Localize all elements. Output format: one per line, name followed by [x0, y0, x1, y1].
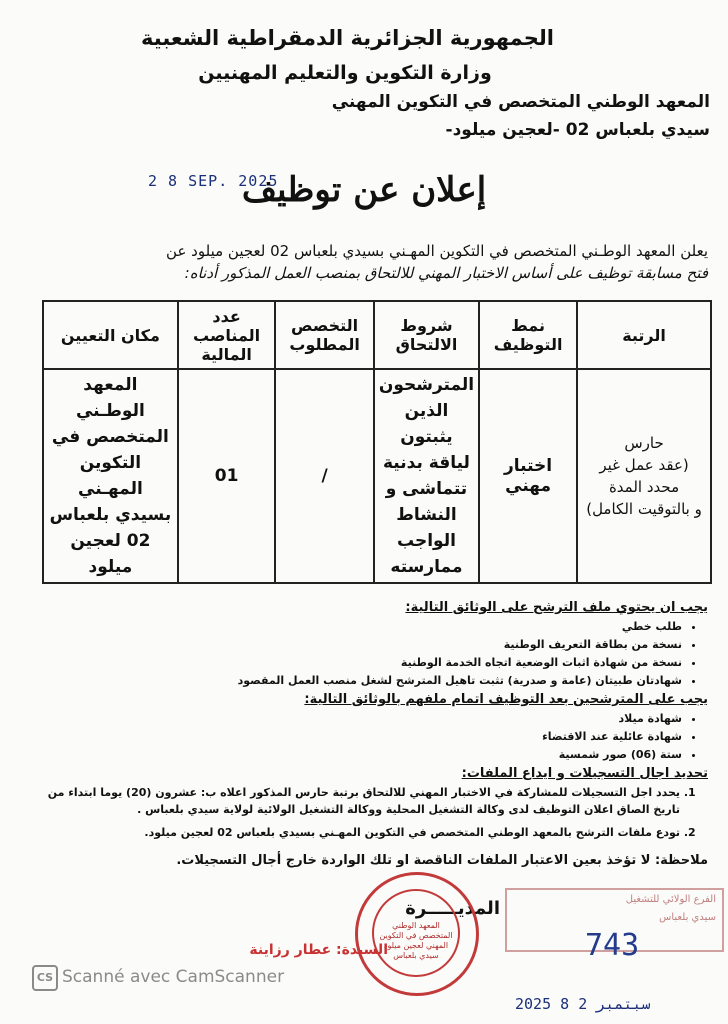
docs-list	[238, 618, 708, 690]
bottom-date-stamp: 2025 سبتمبر 2 8	[515, 995, 651, 1013]
list-item: • طلب خطي	[238, 618, 682, 636]
specialty-cell: /	[275, 369, 373, 583]
col-mode-header: نمط التوظيف	[479, 301, 577, 369]
col-conditions-header: شروط الالتحاق	[374, 301, 479, 369]
col-grade-header: الرتبة	[577, 301, 711, 369]
agency-stamp-line-1: الفرع الولائي للتشغيل	[625, 894, 716, 905]
list-item: 2. تودع ملفات الترشح بالمعهد الوطني المتخصص في التكوين المهـني بسيدي بلعباس 02 لعجين ميلود.	[30, 824, 680, 841]
signature-title: المديـــــرة	[405, 898, 500, 919]
ministry-heading: وزارة التكوين والتعليم المهنيين	[198, 62, 492, 84]
positions-cell: 01	[178, 369, 276, 583]
after-hiring-heading: يجب على المترشحين بعد التوظيف اتمام ملفهم بالوثائق التالية:	[304, 692, 708, 707]
grade-cell	[577, 369, 711, 583]
intro-line-1: يعلن المعهد الوطـني المتخصص في التكوين المهـني بسيدي بلعباس 02 لعجين ميلود عن	[166, 242, 708, 260]
grade-detail-2: محدد المدة	[608, 478, 680, 496]
location-cell: المعهد الوطـني المتخصص في التكوين المهـني بسيدي بلعباس 02 لعجين ميلود	[43, 369, 178, 583]
conditions-cell: المترشحون الذين يثبتون لياقة بدنية تتماشى و النشاط الواجب ممارسته	[374, 369, 479, 583]
director-name: السيدة: عطار رزاينة	[249, 942, 388, 958]
intro-line-2: فتح مسابقة توظيف على أساس الاختبار المهني للالتحاق بمنصب العمل المذكور أدناه:	[184, 264, 708, 282]
list-item: • نسخة من شهادة اثبات الوضعية اتجاه الخدمة الوطنية	[238, 654, 682, 672]
after-hiring-list	[542, 710, 708, 764]
received-date-stamp: 2 8 SEP. 2025	[148, 172, 279, 190]
official-seal	[355, 872, 479, 996]
announcement-title: إعلان عن توظيف	[241, 170, 487, 210]
deadline-heading: تحديد اجال التسجيلات و ايداع الملفات:	[461, 766, 708, 781]
table-header-row	[43, 301, 711, 369]
list-item: • شهادة ميلاد	[542, 710, 682, 728]
list-item: • شهادتان طبيتان (عامة و صدرية) تثبت تاهيل المترشح لشغل منصب العمل المقصود	[238, 672, 682, 690]
docs-heading: يجب ان يحتوي ملف الترشح على الوثائق التالية:	[405, 600, 708, 615]
institute-location: سيدي بلعباس 02 -لعجين ميلود-	[445, 120, 710, 140]
official-seal-inner	[372, 889, 460, 977]
col-positions-header: عدد المناصب المالية	[178, 301, 276, 369]
col-location-header: مكان التعيين	[43, 301, 178, 369]
republic-heading: الجمهورية الجزائرية الدمقراطية الشعبية	[141, 26, 554, 50]
list-item: • ستة (06) صور شمسية	[542, 746, 682, 764]
table-row	[43, 369, 711, 583]
list-item: 1. يحدد اجل التسجيلات للمشاركة في الاختبار المهني للالتحاق برتبة حارس المذكور اعلاه ب: عشرون (20) يوما ابتداء من تاريخ الصاق اعلان التوظيف لدى وكالة التشغيل المحلية ووكالة التشغيل الولائية لولاية سيدي بلعباس .	[30, 784, 680, 818]
camscanner-logo-icon: CS	[32, 965, 58, 991]
mode-cell: اختبار مهني	[479, 369, 577, 583]
official-seal-text: المعهد الوطني المتخصص في التكوين المهني لعجين ميلود سيدي بلعباس	[379, 921, 453, 960]
list-item: • نسخة من بطاقة التعريف الوطنية	[238, 636, 682, 654]
registration-number: 743	[585, 928, 640, 963]
job-offer-table	[42, 300, 712, 584]
scanner-watermark: Scanné avec CamScanner	[62, 967, 285, 987]
agency-stamp-line-2: سيدي بلعباس	[659, 912, 716, 923]
institute-name: المعهد الوطني المتخصص في التكوين المهني	[331, 92, 710, 112]
col-specialty-header: التخصص المطلوب	[275, 301, 373, 369]
list-item: • شهادة عائلية عند الاقتضاء	[542, 728, 682, 746]
grade-detail-3: و بالتوقيت الكامل)	[586, 500, 702, 518]
grade-detail-1: (عقد عمل غير	[599, 456, 689, 474]
note-text: ملاحظة: لا تؤخذ بعين الاعتبار الملفات الناقصة او تلك الواردة خارج أجال التسجيلات.	[176, 853, 708, 868]
grade-title: حارس	[624, 434, 664, 452]
deadline-list	[30, 784, 708, 847]
